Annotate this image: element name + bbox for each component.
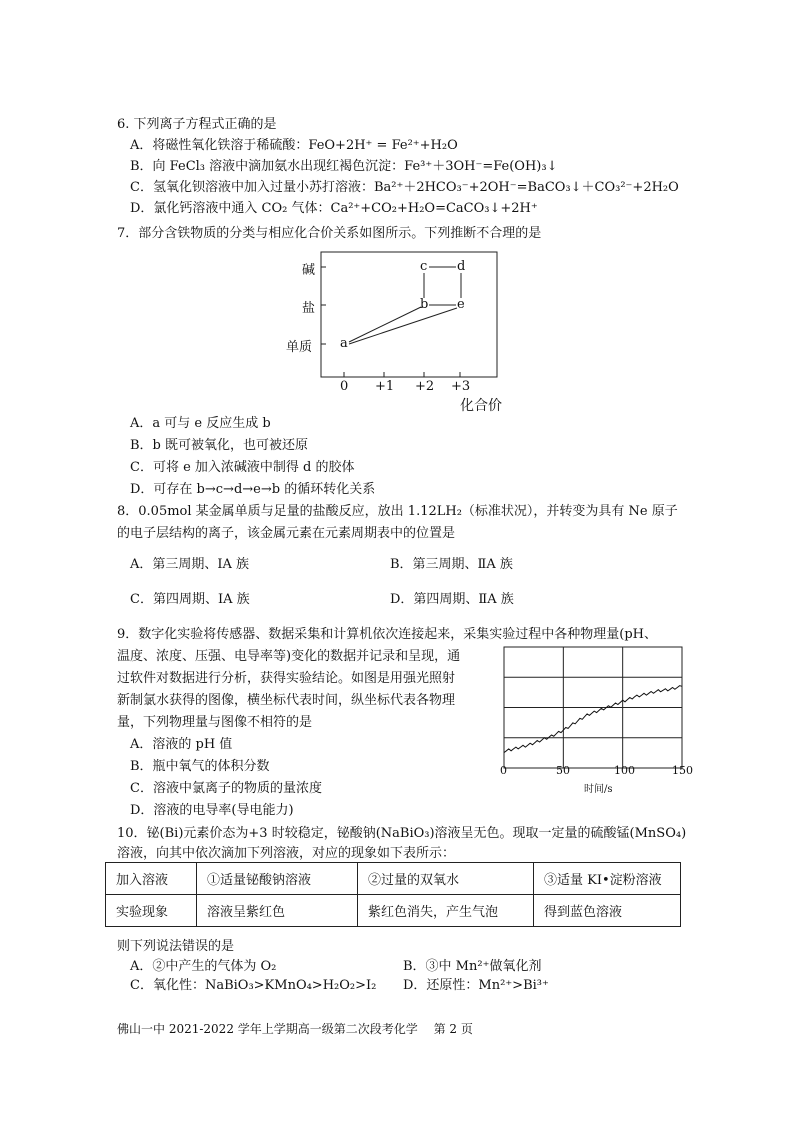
- q9-x-tick-150: 150: [672, 764, 693, 777]
- q7-point-b: b: [420, 297, 429, 312]
- table-cell: 溶液呈紫红色: [197, 895, 358, 927]
- table-cell: 紫红色消失，产生气泡: [358, 895, 534, 927]
- table-cell: ③适量 KI•淀粉溶液: [534, 863, 681, 895]
- q9-chart-svg: [494, 644, 694, 772]
- q9-x-tick-100: 100: [614, 764, 635, 777]
- q8-line-1: 8．0.05mol 某金属单质与足量的盐酸反应，放出 1.12LH₂（标准状况），并转变为具有 Ne 原子: [117, 504, 678, 519]
- q9-x-axis-label: 时间/s: [584, 784, 613, 795]
- q9-option-d: D．溶液的电导率(导电能力): [130, 803, 294, 818]
- q6-option-b: B．向 FeCl₃ 溶液中滴加氨水出现红褐色沉淀：Fe³⁺＋3OH⁻=Fe(OH)₃↓: [130, 159, 558, 174]
- q7-y-label-element: 单质: [286, 340, 313, 355]
- q7-x-label-3: +3: [451, 379, 471, 394]
- q9-option-b: B．瓶中氧气的体积分数: [130, 759, 270, 774]
- q7-line-a-e: [349, 308, 457, 344]
- q7-point-c: c: [420, 259, 428, 274]
- q7-option-b: B．b 既可被氧化，也可被还原: [130, 438, 309, 453]
- table-row: [106, 863, 681, 895]
- q10-stem: 则下列说法错误的是: [117, 939, 235, 954]
- q8-line-2: 的电子层结构的离子，该金属元素在元素周期表中的位置是: [117, 526, 456, 541]
- q9-x-tick-0: 0: [500, 764, 507, 777]
- q10-option-b: B．③中 Mn²⁺做氧化剂: [403, 959, 542, 974]
- q7-x-label-2: +2: [415, 379, 435, 394]
- q7-x-title: 化合价: [460, 398, 502, 414]
- q9-line-1: 9．数字化实验将传感器、数据采集和计算机依次连接起来，采集实验过程中各种物理量(pH、: [117, 627, 658, 642]
- table-cell: 实验现象: [106, 895, 197, 927]
- q7-frame: [321, 252, 497, 377]
- table-cell: ①适量铋酸钠溶液: [197, 863, 358, 895]
- q9-series-line: [504, 686, 682, 753]
- q8-option-d: D．第四周期、ⅡA 族: [390, 592, 514, 607]
- table-cell: 得到蓝色溶液: [534, 895, 681, 927]
- q7-option-d: D．可存在 b→c→d→e→b 的循环转化关系: [130, 482, 376, 497]
- q8-option-c: C．第四周期、ⅠA 族: [130, 592, 250, 607]
- q7-diagram: [270, 245, 510, 415]
- q7-y-label-salt: 盐: [302, 301, 316, 316]
- q6-option-d: D．氯化钙溶液中通入 CO₂ 气体：Ca²⁺+CO₂+H₂O=CaCO₃↓+2H⁺: [130, 201, 538, 216]
- q9-option-a: A．溶液的 pH 值: [130, 737, 233, 752]
- q7-y-label-base: 碱: [302, 263, 316, 278]
- q7-point-d: d: [457, 259, 466, 274]
- q9-option-c: C．溶液中氯离子的物质的量浓度: [130, 781, 322, 796]
- q7-point-e: e: [457, 297, 465, 312]
- q7-line-a-b: [349, 307, 421, 342]
- q9-grid: [504, 647, 682, 768]
- q7-stem: 7．部分含铁物质的分类与相应化合价关系如图所示。下列推断不合理的是: [117, 226, 542, 241]
- q9-chart: [494, 644, 694, 796]
- q7-x-label-0: 0: [340, 379, 349, 394]
- q8-option-b: B．第三周期、ⅡA 族: [390, 557, 513, 572]
- q6-stem: 6. 下列离子方程式正确的是: [117, 117, 277, 132]
- q9-line-3: 过软件对数据进行分析，获得实验结论。如图是用强光照射: [117, 671, 456, 686]
- q9-line-4: 新制氯水获得的图像，横坐标代表时间，纵坐标代表各物理: [117, 693, 456, 708]
- q10-line-1: 10．铋(Bi)元素价态为+3 时较稳定，铋酸钠(NaBiO₃)溶液呈无色。现取一定量的硫酸锰(MnSO₄): [117, 826, 687, 841]
- q7-option-c: C．可将 e 加入浓碱液中制得 d 的胶体: [130, 460, 355, 475]
- q7-x-label-1: +1: [375, 379, 395, 394]
- q9-line-5: 量，下列物理量与图像不相符的是: [117, 715, 313, 730]
- q10-option-c: C．氧化性：NaBiO₃>KMnO₄>H₂O₂>I₂: [130, 978, 377, 993]
- q9-x-tick-50: 50: [556, 764, 570, 777]
- q10-table: [105, 862, 681, 927]
- q10-option-a: A．②中产生的气体为 O₂: [130, 959, 277, 974]
- q10-option-d: D．还原性：Mn²⁺>Bi³⁺: [403, 978, 549, 993]
- q7-point-a: a: [340, 336, 348, 351]
- q10-line-2: 溶液，向其中依次滴加下列溶液，对应的现象如下表所示：: [117, 846, 456, 861]
- q7-option-a: A．a 可与 e 反应生成 b: [130, 416, 271, 431]
- page-footer: 佛山一中 2021-2022 学年上学期高一级第二次段考化学 第 2 页: [117, 1022, 473, 1036]
- q9-line-2: 温度、浓度、压强、电导率等)变化的数据并记录和呈现，通: [117, 649, 461, 664]
- table-cell: 加入溶液: [106, 863, 197, 895]
- table-cell: ②过量的双氧水: [358, 863, 534, 895]
- q6-option-a: A．将磁性氧化铁溶于稀硫酸：FeO+2H⁺ = Fe²⁺+H₂O: [130, 138, 458, 153]
- q8-option-a: A．第三周期、ⅠA 族: [130, 557, 250, 572]
- q6-option-c: C．氢氧化钡溶液中加入过量小苏打溶液：Ba²⁺＋2HCO₃⁻+2OH⁻=BaCO₃↓＋CO₃²⁻+2H₂O: [130, 180, 679, 195]
- table-row: [106, 895, 681, 927]
